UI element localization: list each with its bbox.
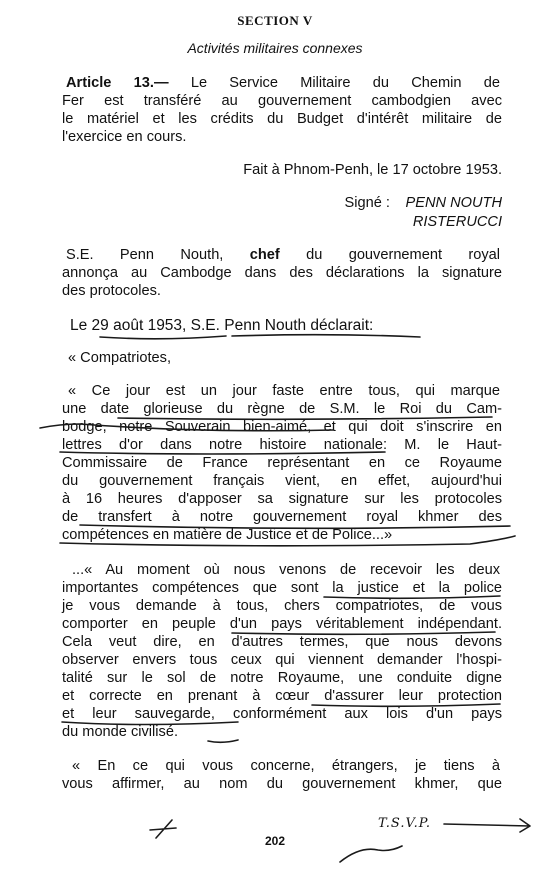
quote3-line-1: « En ce qui vous concerne, étrangers, je tiens à <box>72 758 500 774</box>
quote1-line-8: de transfert à notre gouvernement royal khmer des <box>62 509 502 525</box>
quote1-line-7: à 16 heures d'apposer sa signature sur les protocoles <box>62 491 502 507</box>
quote2-line-6: observer envers tous ceux qui viennent demander l'hospi- <box>62 652 502 668</box>
article-line-1 <box>66 74 500 92</box>
intro-line-2: annonça au Cambodge dans des déclarations la signature <box>62 265 502 281</box>
intro-rest: du gouvernement royal <box>306 247 500 263</box>
quote1-line-5: Commissaire de France représentant en ce Royaume <box>62 455 502 471</box>
intro-chef: chef <box>249 247 280 263</box>
quote1-line-4: lettres d'or dans notre histoire nationale: M. le Haut- <box>62 437 502 453</box>
underline-declarait <box>232 335 420 337</box>
signature-line-1 <box>62 194 502 212</box>
article-line-1-text: Le Service Militaire du Chemin de <box>190 75 501 91</box>
quote1-line-9: compétences en matière de Justice et de Police...» <box>62 527 393 543</box>
intro-name: S.E. Penn Nouth, <box>66 247 224 263</box>
intro-line-1 <box>66 246 500 264</box>
handwritten-tsvp: T.S.V.P. <box>378 816 431 831</box>
footer-arrow <box>444 819 530 832</box>
article-label: Article 13.— <box>66 75 169 91</box>
signed-label: Signé : <box>344 195 390 211</box>
quote1-line-3: bodge, notre Souverain bien-aimé, et qui doit s'inscrire en <box>62 419 502 435</box>
article-line-4: l'exercice en cours. <box>62 129 187 145</box>
declaration-line: Le 29 août 1953, S.E. Penn Nouth déclarait: <box>70 317 374 334</box>
quote3-line-2: vous affirmer, au nom du gouvernement khmer, que <box>62 776 502 792</box>
salutation: « Compatriotes, <box>68 350 172 366</box>
quote1-line-2: une date glorieuse du règne de S.M. le Roi du Cam- <box>62 401 502 417</box>
section-heading: SECTION V <box>237 13 313 28</box>
quote2-line-5: Cela veut dire, en d'autres termes, que nous devons <box>62 634 502 650</box>
quote2-line-2: importantes compétences que sont la justice et la police <box>62 580 502 596</box>
quote2-line-1: ...« Au moment où nous venons de recevoir les deux <box>72 562 500 578</box>
section-subtitle: Activités militaires connexes <box>187 40 363 56</box>
quote1-line-1: « Ce jour est un jour faste entre tous, qui marque <box>68 383 500 399</box>
quote1-line-6: du gouvernement français vient, en effet, aujourd'hui <box>62 473 502 489</box>
quote2-line-7: talité sur le sol de notre Royaume, une conduite digne <box>62 670 502 686</box>
signer-2: RISTERUCCI <box>412 214 502 230</box>
article-line-2: Fer est transféré au gouvernement cambodgien avec <box>62 93 502 109</box>
quote2-line-4: comporter en peuple d'un pays véritablement indépendant. <box>62 616 502 632</box>
quote2-line-9: et leur sauvegarde, conformément aux lois d'un pays <box>62 706 502 722</box>
quote2-line-10: du monde civilisé. <box>62 724 178 740</box>
article-line-3: le matériel et les crédits du Budget d'intérêt militaire de <box>62 111 502 127</box>
quote2-line-3: je vous demande à tous, chers compatriotes, de vous <box>62 598 502 614</box>
place-date: Fait à Phnom-Penh, le 17 octobre 1953. <box>243 162 502 178</box>
signature-line-2 <box>62 213 502 231</box>
intro-line-3: des protocoles. <box>62 283 161 299</box>
underline-date <box>100 336 226 339</box>
page-number: 202 <box>264 834 286 848</box>
quote2-line-8: et correcte en prenant à cœur d'assurer leur protection <box>62 688 502 704</box>
signer-1: PENN NOUTH <box>405 195 502 211</box>
